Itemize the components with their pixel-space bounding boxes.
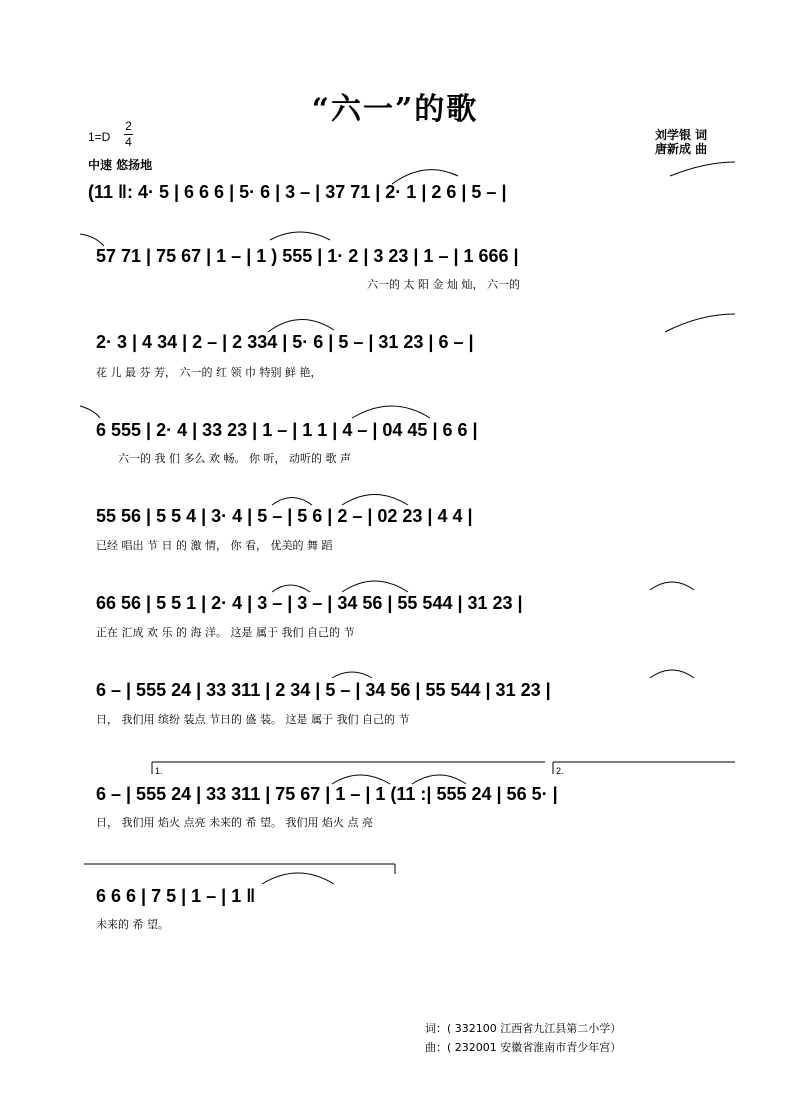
- tempo-marking: 中速 悠扬地: [88, 158, 153, 172]
- score-row-7: [96, 670, 694, 726]
- row-9-notes: 6 6 6 | 7 5 | 1 – | 1 ‖: [96, 886, 256, 906]
- row-4-lyrics: 六一的 我 们 多么 欢 畅。 你 听， 动听的 歌 声: [118, 452, 351, 465]
- lyricist-credit: 刘学银 词: [655, 128, 708, 142]
- row-2-lyrics: 六一的 太 阳 金 灿 灿， 六一的: [367, 278, 520, 291]
- song-title: “六一”的歌: [311, 92, 479, 127]
- score-row-4: [80, 406, 478, 465]
- score-row-1: [88, 162, 735, 202]
- row-4-notes: 6 555 | 2· 4 | 33 23 | 1 – | 1 1 | 4 – | 04 45 | 6 6 |: [96, 420, 478, 440]
- row-5-notes: 55 56 | 5 5 4 | 3· 4 | 5 – | 5 6 | 2 – | 02 23 | 4 4 |: [96, 506, 473, 526]
- slur: [665, 314, 735, 332]
- row-9-lyrics: 未来的 希 望。: [96, 918, 169, 931]
- slur: [262, 873, 334, 884]
- slur: [352, 406, 430, 418]
- footer-addresses: [425, 1019, 621, 1057]
- slur: [80, 234, 104, 246]
- row-8-notes: 6 – | 555 24 | 33 311 | 75 67 | 1 – | 1 (11 :| 555 24 | 56 5· |: [96, 784, 558, 804]
- slur: [272, 498, 312, 506]
- score-row-6: [96, 581, 694, 639]
- score-row-8: [96, 762, 735, 829]
- slur: [342, 581, 408, 592]
- row-3-lyrics: 花 儿 最 芬 芳， 六一的 红 领 巾 特别 鲜 艳，: [96, 366, 322, 379]
- score-row-9: [84, 864, 395, 931]
- row-6-notes: 66 56 | 5 5 1 | 2· 4 | 3 – | 3 – | 34 56 | 55 544 | 31 23 |: [96, 593, 523, 613]
- score-row-5: [96, 495, 473, 553]
- composer-address: 曲：( 232001 安徽省淮南市青少年宫）: [425, 1041, 622, 1054]
- slur: [332, 672, 372, 678]
- slur: [80, 406, 100, 418]
- key-signature: 1=D: [88, 130, 111, 144]
- row-3-notes: 2· 3 | 4 34 | 2 – | 2 334 | 5· 6 | 5 – | 31 23 | 6 – |: [96, 332, 474, 352]
- row-1-notes: (11 ‖: 4· 5 | 6 6 6 | 5· 6 | 3 – | 37 71 | 2· 1 | 2 6 | 5 – |: [88, 182, 507, 202]
- lyricist-address: 词：( 332100 江西省九江县第二小学）: [425, 1022, 622, 1035]
- composer-credit: 唐新成 曲: [655, 142, 708, 156]
- volta-1-label: 1.: [155, 766, 163, 776]
- row-7-notes: 6 – | 555 24 | 33 311 | 2 34 | 5 – | 34 56 | 55 544 | 31 23 |: [96, 680, 551, 700]
- row-2-notes: 57 71 | 75 67 | 1 – | 1 ) 555 | 1· 2 | 3 23 | 1 – | 1 666 |: [96, 246, 519, 266]
- slur: [650, 670, 694, 678]
- slur: [670, 162, 735, 176]
- score-row-2: [80, 232, 520, 291]
- volta-2-label: 2.: [556, 766, 564, 776]
- slur: [272, 585, 310, 592]
- slur: [268, 319, 334, 332]
- row-5-lyrics: 已经 唱出 节 日 的 激 情， 你 看， 优美的 舞 蹈: [96, 539, 333, 552]
- slur: [270, 232, 330, 240]
- slur: [332, 775, 390, 784]
- slur: [650, 582, 694, 590]
- row-7-lyrics: 日， 我们用 缤纷 装点 节日的 盛 装。 这是 属于 我们 自己的 节: [96, 713, 410, 726]
- row-6-lyrics: 正在 汇成 欢 乐 的 海 洋。 这是 属于 我们 自己的 节: [96, 626, 355, 639]
- time-sig-top: 2: [125, 119, 132, 133]
- slur: [412, 775, 466, 784]
- slur: [342, 495, 408, 506]
- score-row-3: [96, 314, 735, 379]
- time-sig-bottom: 4: [125, 135, 132, 149]
- row-8-lyrics: 日， 我们用 焰火 点亮 未来的 希 望。 我们用 焰火 点 亮: [96, 816, 373, 829]
